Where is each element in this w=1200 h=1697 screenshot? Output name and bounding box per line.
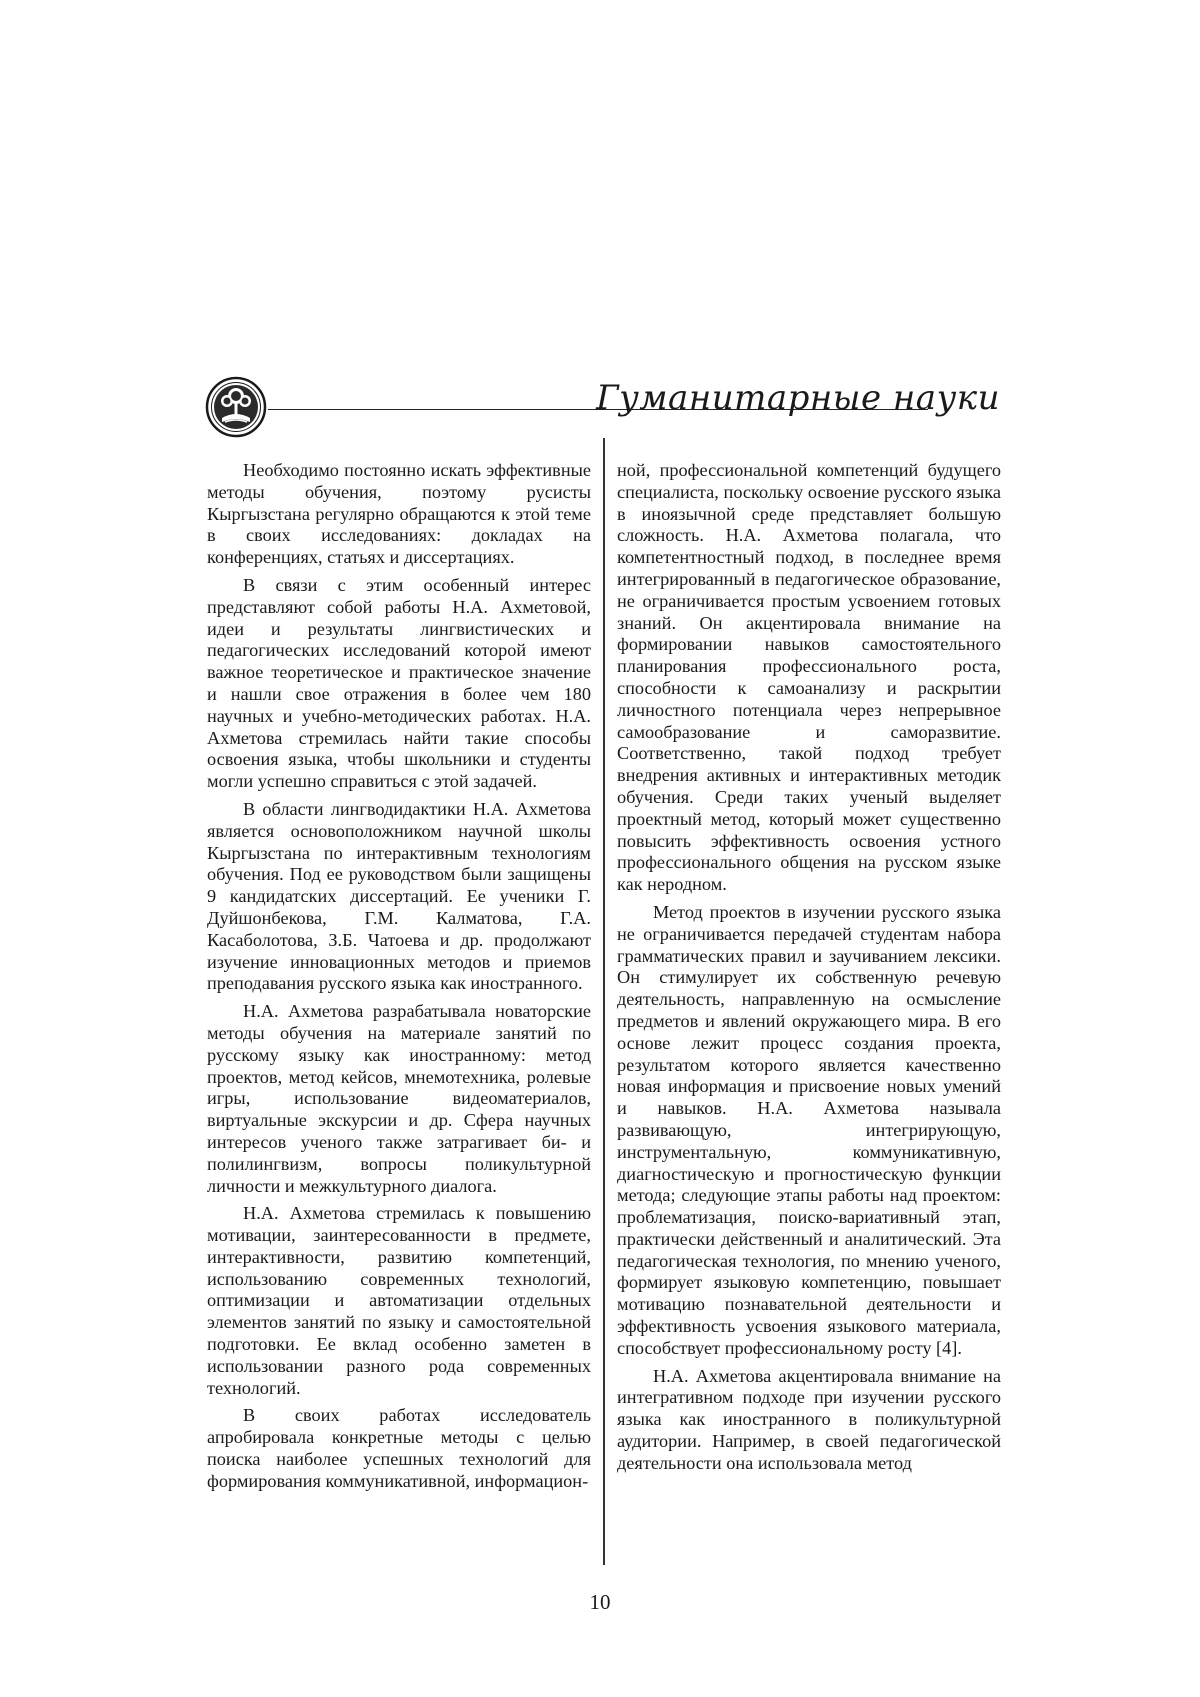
section-title: Гуманитарные науки <box>596 378 1000 418</box>
paragraph: Н.А. Ахметова разрабатывала новаторские методы обучения на материале занятий по русскому языку как иностранному: метод проектов, метод кейсов, мнемотехника, ролевые игры, использование видеоматериалов, виртуальные экскурсии и др. Сфера научных интересов ученого также затрагивает би- и полилингвизм, вопросы поликультурной личности и межкультурного диалога. <box>207 1001 591 1196</box>
column-divider <box>603 438 605 1565</box>
paragraph: В области лингводидактики Н.А. Ахметова является основоположником научной школы Кыргызстана по интерактивным технологиям обучения. Под ее руководством были защищены 9 кандидатских диссертаций. Ее ученики Г. Дуйшонбекова, Г.М. Калматова, Г.А. Касаболотова, З.Б. Чатоева и др. продолжают изучение инновационных методов и приемов преподавания русского языка как иностранного. <box>207 798 591 994</box>
running-header <box>205 372 1000 440</box>
tree-emblem-icon <box>205 376 267 438</box>
paragraph: Н.А. Ахметова стремилась к повышению мотивации, заинтересованности в предмете, интерактивности, развитию компетенций, использованию современных технологий, оптимизации и автоматизации отдельных элементов занятий по языку и самостоятельной подготовки. Ее вклад особенно заметен в использовании разного рода современных технологий. <box>207 1203 591 1398</box>
page-number: 10 <box>589 1590 611 1614</box>
paragraph: Метод проектов в изучении русского языка не ограничивается передачей студентам набора грамматических правил и заучиванием лексики. Он стимулирует их собственную речевую деятельность, направленную на осмысление предметов и явлений окружающего мира. В его основе лежит процесс создания проекта, результатом которого является качественно новая информация и присвоение новых умений и навыков. Н.А. Ахметова называла развивающую, интегрирующую, инструментальную, коммуникативную, диагностическую и прогностическую функции метода; следующие этапы работы над проектом: проблематизация, поиско-вариативный этап, практически действенный и аналитический. Эта педагогическая технология, по мнению ученого, формирует языковую компетенцию, повышает мотивацию познавательной деятельности и эффективность усвоения языкового материала, способствует профессиональному росту [4]. <box>617 901 1001 1358</box>
left-column <box>207 460 591 1499</box>
paragraph: Необходимо постоянно искать эффективные методы обучения, поэтому русисты Кыргызстана регулярно обращаются к этой теме в своих исследованиях: докладах на конференциях, статьях и диссертациях. <box>207 460 591 568</box>
paragraph: ной, профессиональной компетенций будущего специалиста, поскольку освоение русского языка в иноязычной среде представляет большую сложность. Н.А. Ахметова полагала, что компетентностный подход, в последнее время интегрированный в педагогическое образование, не ограничивается простым усвоением готовых знаний. Он акцентировала внимание на формировании навыков самостоятельного планирования профессионального роста, способности к самоанализу и раскрытии личностного потенциала через непрерывное самообразование и саморазвитие. Соответственно, такой подход требует внедрения активных и интерактивных методик обучения. Среди таких ученый выделяет проектный метод, который может существенно повысить эффективность освоения устного профессионального общения на русском языке как неродном. <box>617 460 1001 895</box>
paragraph: Н.А. Ахметова акцентировала внимание на интегративном подходе при изучении русского языка как иностранного в поликультурной аудитории. Например, в своей педагогической деятельности она использовала метод <box>617 1365 1001 1473</box>
paragraph: В своих работах исследователь апробировала конкретные методы с целью поиска наиболее успешных технологий для формирования коммуникативной, информацион- <box>207 1405 591 1491</box>
right-column <box>617 460 1001 1481</box>
paragraph: В связи с этим особенный интерес представляют собой работы Н.А. Ахметовой, идеи и результаты лингвистических и педагогических исследований которой имеют важное теоретическое и практическое значение и нашли свое отражения в более чем 180 научных и учебно-методических работах. Н.А. Ахметова стремилась найти такие способы освоения языка, чтобы школьники и студенты могли успешно справиться с этой задачей. <box>207 574 591 792</box>
